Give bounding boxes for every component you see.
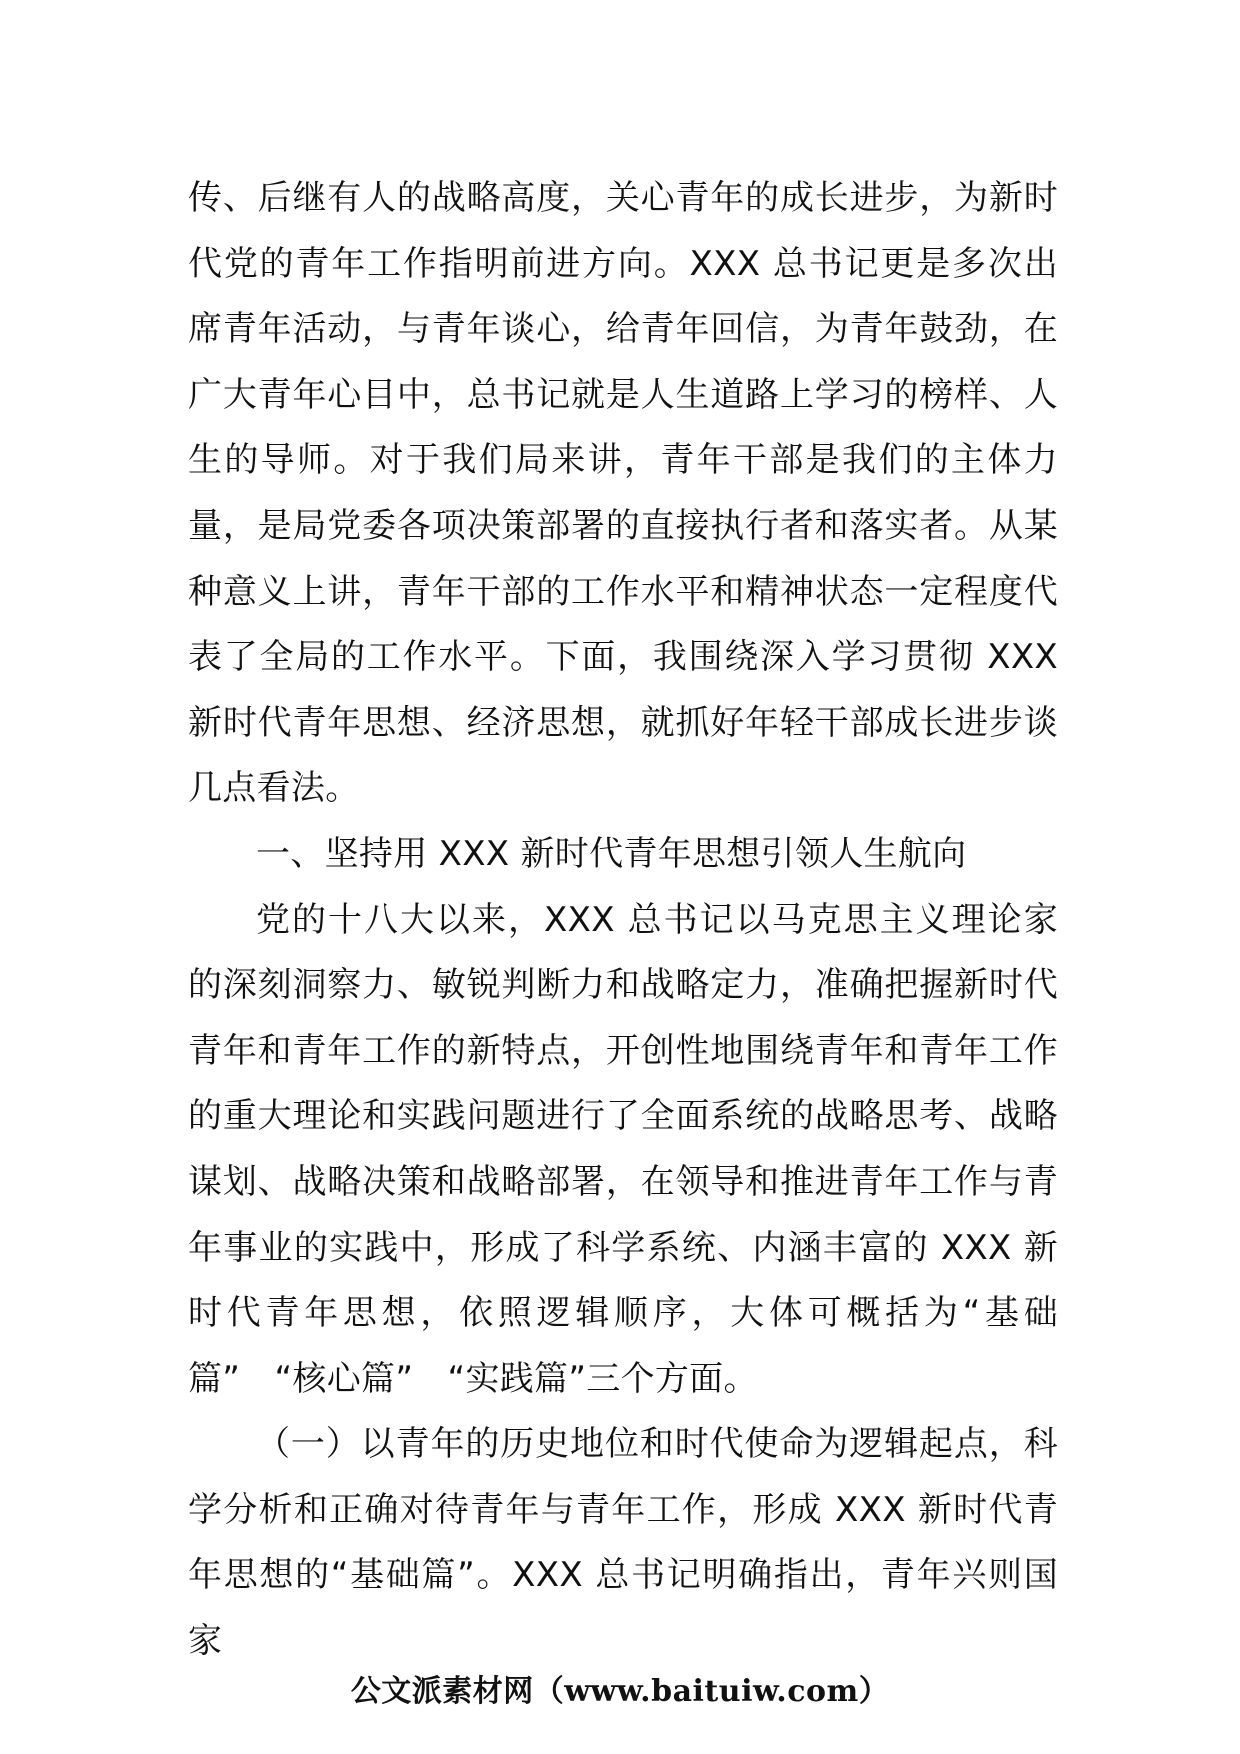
document-body xyxy=(188,166,1058,1675)
section-heading: 一、坚持用 XXX 新时代青年思想引领人生航向 xyxy=(256,833,967,874)
paragraph-subsection-one: （一）以青年的历史地位和时代使命为逻辑起点，科学分析和正确对待青年与青年工作，形成 XXX 新时代青年思想的“基础篇”。XXX 总书记明确指出，青年兴则国家 xyxy=(188,1424,1058,1662)
paragraph-continuation: 传、后继有人的战略高度，关心青年的成长进步，为新时代党的青年工作指明前进方向。XXX 总书记更是多次出席青年活动，与青年谈心，给青年回信，为青年鼓劲，在广大青年心目中，总书记就是人生道路上学习的榜样、人生的导师。对于我们局来讲，青年干部是我们的主体力量，是局党委各项决策部署的直接执行者和落实者。从某种意义上讲，青年干部的工作水平和精神状态一定程度代表了全局的工作水平。下面，我围绕深入学习贯彻 XXX 新时代青年思想、经济思想，就抓好年轻干部成长进步谈几点看法。 xyxy=(188,178,1058,809)
paragraph-section-intro: 党的十八大以来，XXX 总书记以马克思主义理论家的深刻洞察力、敏锐判断力和战略定力，准确把握新时代青年和青年工作的新特点，开创性地围绕青年和青年工作的重大理论和实践问题进行了全面系统的战略思考、战略谋划、战略决策和战略部署，在领导和推进青年工作与青年事业的实践中，形成了科学系统、内涵丰富的 XXX 新时代青年思想，依照逻辑顺序，大体可概括为“基础篇” “核心篇” “实践篇”三个方面。 xyxy=(188,899,1058,1399)
footer-watermark: 公文派素材网（www.baituiw.com） xyxy=(350,1674,890,1709)
